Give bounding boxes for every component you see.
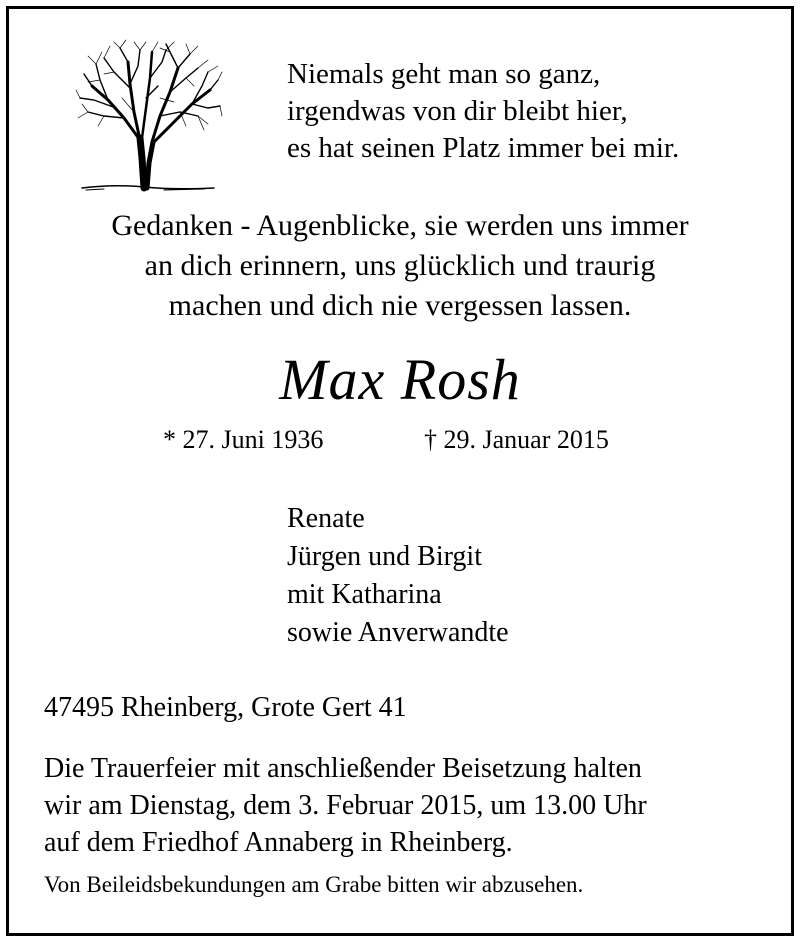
funeral-service-info bbox=[44, 750, 647, 861]
poem-line: Niemals geht man so ganz, bbox=[287, 58, 601, 90]
mourner-line: Renate bbox=[287, 503, 365, 534]
quote-line: an dich erinnern, uns glücklich und traurig bbox=[144, 249, 656, 282]
service-line: wir am Dienstag, dem 3. Februar 2015, um 13.00 Uhr bbox=[44, 790, 647, 821]
mourners-list bbox=[287, 500, 509, 652]
birth-date: * 27. Juni 1936 bbox=[163, 425, 324, 454]
memorial-quote bbox=[0, 206, 800, 326]
quote-line: Gedanken - Augenblicke, sie werden uns immer bbox=[111, 209, 689, 242]
poem-verse bbox=[287, 56, 679, 167]
death-date: † 29. Januar 2015 bbox=[424, 425, 609, 454]
poem-line: es hat seinen Platz immer bei mir. bbox=[287, 132, 680, 164]
mourner-line: mit Katharina bbox=[287, 579, 442, 610]
service-line: Die Trauerfeier mit anschließender Beisetzung halten bbox=[44, 753, 642, 784]
condolence-note: Von Beileidsbekundungen am Grabe bitten wir abzusehen. bbox=[44, 872, 584, 897]
family-address: 47495 Rheinberg, Grote Gert 41 bbox=[44, 692, 407, 723]
quote-line: machen und dich nie vergessen lassen. bbox=[168, 289, 632, 322]
bare-tree-icon bbox=[74, 38, 224, 194]
service-line: auf dem Friedhof Annaberg in Rheinberg. bbox=[44, 827, 513, 858]
mourner-line: sowie Anverwandte bbox=[287, 617, 509, 648]
mourner-line: Jürgen und Birgit bbox=[287, 541, 482, 572]
poem-line: irgendwas von dir bleibt hier, bbox=[287, 95, 628, 127]
deceased-name: Max Rosh bbox=[279, 347, 521, 412]
